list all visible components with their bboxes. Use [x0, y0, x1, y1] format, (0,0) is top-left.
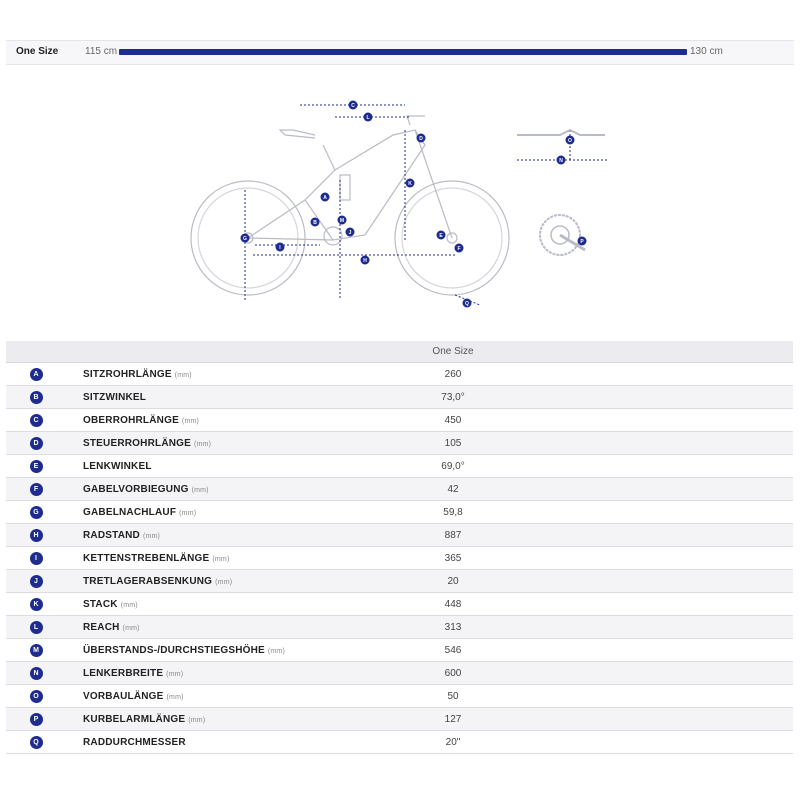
letter-cell — [6, 478, 66, 501]
table-row — [6, 685, 793, 708]
letter-badge: E — [30, 460, 43, 473]
table-row — [6, 386, 793, 409]
measurement-name-cell — [66, 685, 383, 708]
dimension-marker-n — [557, 156, 566, 165]
svg-text:K: K — [408, 180, 412, 187]
measurement-name-cell — [66, 386, 383, 409]
measurement-value: 20" — [383, 731, 793, 754]
svg-text:Q: Q — [465, 300, 469, 307]
measurement-unit: (mm) — [179, 509, 197, 517]
measurement-unit: (mm) — [215, 578, 233, 586]
letter-cell — [6, 432, 66, 455]
measurement-name-cell — [66, 616, 383, 639]
svg-text:D: D — [419, 135, 423, 142]
letter-badge: Q — [30, 736, 43, 749]
svg-text:M: M — [339, 217, 345, 224]
measurement-name: LENKERBREITE — [83, 667, 164, 679]
letter-cell — [6, 455, 66, 478]
dimension-marker-d — [417, 134, 426, 143]
measurement-name: LENKWINKEL — [83, 460, 152, 472]
measurement-name: SITZROHRLÄNGE — [83, 368, 172, 380]
table-row — [6, 432, 793, 455]
letter-badge: M — [30, 644, 43, 657]
measurement-name: RADSTAND — [83, 529, 140, 541]
dimension-marker-h — [361, 256, 370, 265]
measurement-unit: (mm) — [267, 647, 285, 655]
measurement-name-cell — [66, 547, 383, 570]
letter-cell — [6, 593, 66, 616]
bike-geometry-diagram — [185, 90, 625, 315]
measurement-unit: (mm) — [191, 486, 209, 494]
letter-badge: D — [30, 437, 43, 450]
measurement-name: GABELVORBIEGUNG — [83, 483, 189, 495]
dimension-marker-i — [276, 243, 285, 252]
svg-text:B: B — [313, 219, 317, 226]
measurement-name: STEUERROHRLÄNGE — [83, 437, 192, 449]
measurement-value: 59,8 — [383, 501, 793, 524]
letter-cell — [6, 708, 66, 731]
table-row — [6, 547, 793, 570]
size-range-bar — [6, 40, 794, 65]
column-header-size: One Size — [383, 341, 793, 363]
measurement-value: 313 — [383, 616, 793, 639]
table-row — [6, 501, 793, 524]
svg-text:I: I — [279, 244, 281, 251]
letter-cell — [6, 547, 66, 570]
letter-badge: N — [30, 667, 43, 680]
svg-text:E: E — [439, 232, 443, 239]
header-blank — [66, 341, 383, 363]
letter-cell — [6, 616, 66, 639]
size-range-fill — [119, 49, 687, 55]
letter-cell — [6, 363, 66, 386]
measurement-unit: (mm) — [174, 371, 192, 379]
geometry-table — [6, 341, 793, 754]
measurement-name-cell — [66, 409, 383, 432]
dimension-marker-o — [566, 136, 575, 145]
letter-badge: I — [30, 552, 43, 565]
svg-text:H: H — [363, 257, 367, 264]
letter-cell — [6, 570, 66, 593]
measurement-unit: (mm) — [166, 693, 184, 701]
measurement-value: 546 — [383, 639, 793, 662]
svg-text:N: N — [559, 157, 563, 164]
table-row — [6, 639, 793, 662]
letter-cell — [6, 639, 66, 662]
measurement-name: KETTENSTREBENLÄNGE — [83, 552, 210, 564]
measurement-name-cell — [66, 639, 383, 662]
dimension-marker-c — [349, 101, 358, 110]
table-row — [6, 409, 793, 432]
measurement-unit: (mm) — [166, 670, 184, 678]
letter-cell — [6, 662, 66, 685]
measurement-value: 365 — [383, 547, 793, 570]
letter-badge: O — [30, 690, 43, 703]
letter-cell — [6, 731, 66, 754]
table-row — [6, 524, 793, 547]
letter-cell — [6, 501, 66, 524]
measurement-name: RADDURCHMESSER — [83, 736, 186, 748]
dimension-marker-b — [311, 218, 320, 227]
dimension-marker-k — [406, 179, 415, 188]
measurement-name-cell — [66, 731, 383, 754]
table-row — [6, 478, 793, 501]
measurement-name-cell — [66, 570, 383, 593]
measurement-unit: (mm) — [188, 716, 206, 724]
measurement-name: STACK — [83, 598, 118, 610]
measurement-name-cell — [66, 363, 383, 386]
dimension-marker-p — [578, 237, 587, 246]
table-row — [6, 363, 793, 386]
letter-badge: F — [30, 483, 43, 496]
dimension-marker-g — [241, 234, 250, 243]
letter-cell — [6, 386, 66, 409]
letter-badge: J — [30, 575, 43, 588]
measurement-value: 42 — [383, 478, 793, 501]
measurement-unit: (mm) — [181, 417, 200, 425]
measurement-name-cell — [66, 432, 383, 455]
header-blank — [6, 341, 66, 363]
dimension-marker-a — [321, 193, 330, 202]
measurement-unit: (mm) — [194, 440, 212, 448]
measurement-value: 127 — [383, 708, 793, 731]
letter-badge: K — [30, 598, 43, 611]
table-row — [6, 455, 793, 478]
measurement-name-cell — [66, 662, 383, 685]
measurement-name-cell — [66, 708, 383, 731]
size-range-track — [119, 49, 687, 55]
measurement-unit: (mm) — [142, 532, 161, 540]
measurement-value: 887 — [383, 524, 793, 547]
svg-text:A: A — [323, 194, 327, 201]
measurement-name-cell — [66, 524, 383, 547]
measurement-name: VORBAULÄNGE — [83, 690, 164, 702]
size-max-height: 130 cm — [690, 46, 723, 57]
table-row — [6, 662, 793, 685]
letter-badge: C — [30, 414, 43, 427]
measurement-name: TRETLAGERABSENKUNG — [83, 575, 213, 587]
dimension-marker-e — [437, 231, 446, 240]
dimension-marker-q — [463, 299, 472, 308]
measurement-name-cell — [66, 501, 383, 524]
measurement-unit: (mm) — [120, 601, 138, 609]
letter-badge: P — [30, 713, 43, 726]
letter-badge: A — [30, 368, 43, 381]
letter-badge: G — [30, 506, 43, 519]
svg-text:C: C — [351, 102, 355, 109]
measurement-unit: (mm) — [122, 624, 140, 632]
letter-cell — [6, 524, 66, 547]
letter-badge: L — [30, 621, 43, 634]
measurement-name: ÜBERSTANDS-/DURCHSTIEGSHÖHE — [83, 644, 265, 656]
measurement-name-cell — [66, 593, 383, 616]
dimension-marker-f — [455, 244, 464, 253]
measurement-value: 450 — [383, 409, 793, 432]
table-row — [6, 570, 793, 593]
measurement-name: KURBELARMLÄNGE — [83, 713, 186, 725]
measurement-value: 105 — [383, 432, 793, 455]
table-row — [6, 593, 793, 616]
svg-text:G: G — [243, 235, 247, 242]
svg-text:J: J — [348, 229, 352, 236]
measurement-value: 73,0° — [383, 386, 793, 409]
measurement-unit: (mm) — [212, 555, 230, 563]
measurement-name: REACH — [83, 621, 120, 633]
svg-text:P: P — [580, 238, 584, 245]
svg-text:L: L — [366, 114, 370, 121]
letter-badge: B — [30, 391, 43, 404]
svg-text:F: F — [457, 245, 461, 252]
measurement-value: 69,0° — [383, 455, 793, 478]
table-row — [6, 731, 793, 754]
letter-cell — [6, 409, 66, 432]
svg-text:O: O — [568, 137, 572, 144]
table-header-row — [6, 341, 793, 363]
measurement-value: 260 — [383, 363, 793, 386]
dimension-marker-l — [364, 113, 373, 122]
measurement-name: GABELNACHLAUF — [83, 506, 177, 518]
table-row — [6, 616, 793, 639]
measurement-name: OBERROHRLÄNGE — [83, 414, 179, 426]
table-row — [6, 708, 793, 731]
letter-badge: H — [30, 529, 43, 542]
letter-cell — [6, 685, 66, 708]
measurement-name-cell — [66, 478, 383, 501]
measurement-name-cell — [66, 455, 383, 478]
dimension-marker-m — [338, 216, 347, 225]
size-label: One Size — [16, 46, 59, 57]
measurement-name: SITZWINKEL — [83, 391, 147, 403]
size-min-height: 115 cm — [85, 46, 118, 57]
dimension-marker-j — [346, 228, 355, 237]
measurement-value: 600 — [383, 662, 793, 685]
measurement-value: 448 — [383, 593, 793, 616]
measurement-value: 20 — [383, 570, 793, 593]
measurement-value: 50 — [383, 685, 793, 708]
